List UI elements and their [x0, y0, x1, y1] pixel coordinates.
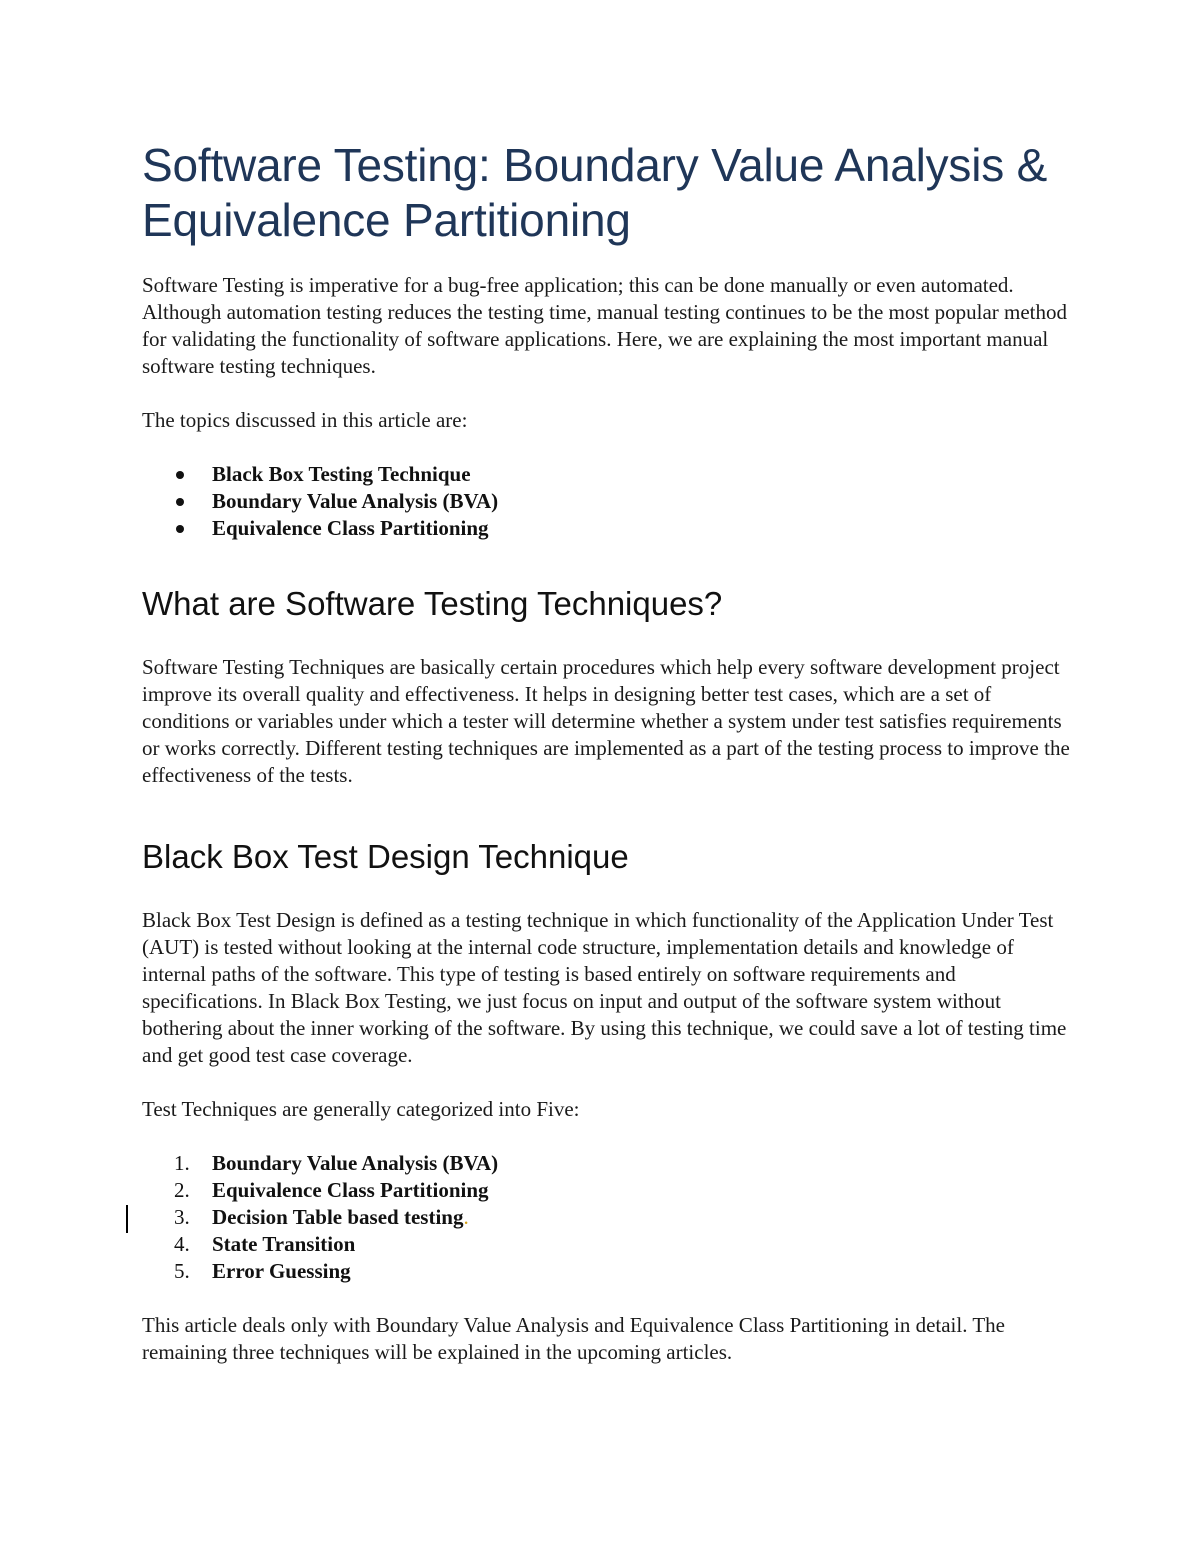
technique-label: State Transition — [212, 1232, 356, 1256]
list-item — [142, 488, 1072, 515]
technique-label: Boundary Value Analysis (BVA) — [212, 1151, 499, 1175]
closing-paragraph: This article deals only with Boundary Value Analysis and Equivalence Class Partitioning in detail. The remaining three techniques will be explained in the upcoming articles. — [142, 1313, 1005, 1364]
list-number: 2. — [174, 1178, 190, 1202]
bullet-icon — [176, 471, 184, 479]
intro-paragraph: Software Testing is imperative for a bug-free application; this can be done manually or even automated. Although automation testing reduces the testing time, manual testing continues to be the most popular method for validating the functionality of software applications. Here, we are explaining the most important manual software testing techniques. — [142, 273, 1067, 378]
topic-label: Equivalence Class Partitioning — [212, 516, 489, 540]
topics-list — [142, 461, 1072, 542]
topic-label: Boundary Value Analysis (BVA) — [212, 489, 499, 513]
categories-lead: Test Techniques are generally categorized into Five: — [142, 1097, 580, 1121]
black-box-paragraph: Black Box Test Design is defined as a testing technique in which functionality of the Application Under Test (AUT) is tested without looking at the internal code structure, implementation details and knowledge of internal paths of the software. This type of testing is based entirely on software requirements and specifications. In Black Box Testing, we just focus on input and output of the software system without bothering about the inner working of the software. By using this technique, we could save a lot of testing time and get good test case coverage. — [142, 908, 1067, 1067]
list-item — [142, 1177, 1072, 1204]
section-heading-techniques: What are Software Testing Techniques? — [142, 585, 723, 622]
list-item — [142, 515, 1072, 542]
technique-label: Equivalence Class Partitioning — [212, 1178, 489, 1202]
bullet-icon — [176, 525, 184, 533]
list-number: 5. — [174, 1259, 190, 1283]
list-item — [142, 1258, 1072, 1285]
list-number: 1. — [174, 1151, 190, 1175]
bullet-icon — [176, 498, 184, 506]
techniques-paragraph: Software Testing Techniques are basically certain procedures which help every software development project improve its overall quality and effectiveness. It helps in designing better test cases, which are a set of conditions or variables under which a tester will determine whether a system under test satisfies requirements or works correctly. Different testing techniques are implemented as a part of the testing process to improve the effectiveness of the tests. — [142, 655, 1070, 787]
list-number: 4. — [174, 1232, 190, 1256]
list-item — [142, 1231, 1072, 1258]
trailing-period: . — [463, 1205, 469, 1229]
list-item — [142, 1150, 1072, 1177]
list-number: 3. — [174, 1205, 190, 1229]
list-item — [142, 461, 1072, 488]
topics-lead: The topics discussed in this article are: — [142, 408, 468, 432]
section-heading-black-box: Black Box Test Design Technique — [142, 838, 629, 875]
text-cursor — [126, 1205, 128, 1233]
document-title: Software Testing: Boundary Value Analysis & Equivalence Partitioning — [142, 139, 1048, 246]
technique-label: Decision Table based testing — [212, 1205, 464, 1229]
document-body[interactable] — [142, 138, 1072, 1366]
list-item — [142, 1204, 1072, 1231]
technique-label: Error Guessing — [212, 1259, 351, 1283]
techniques-list — [142, 1150, 1072, 1285]
topic-label: Black Box Testing Technique — [212, 462, 471, 486]
